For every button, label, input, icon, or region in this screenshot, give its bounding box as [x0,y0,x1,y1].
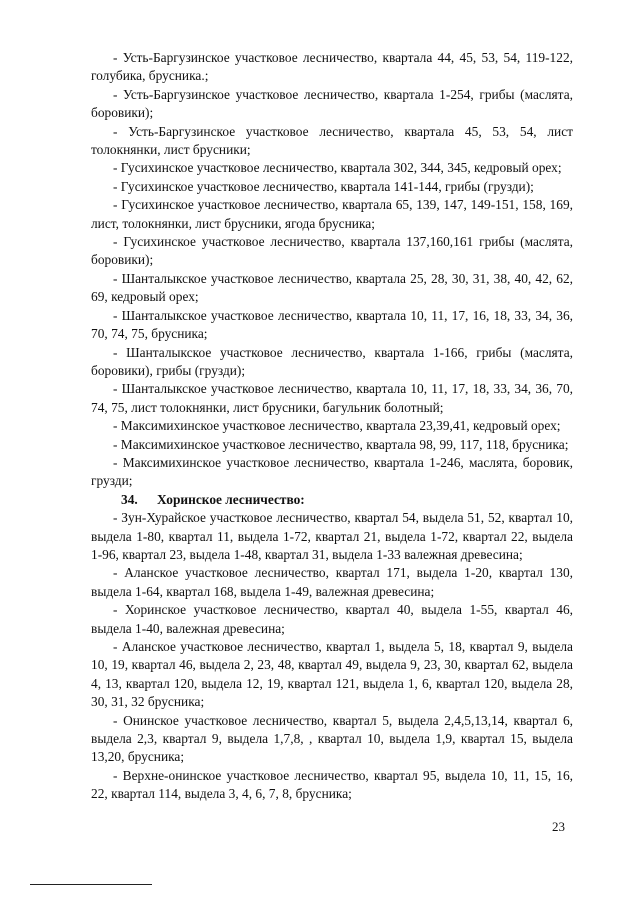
list-item: - Максимихинское участковое лесничество, квартала 1-246, маслята, боровик, грузди; [91,454,573,489]
list-item: - Верхне-онинское участковое лесничество, квартал 95, выдела 10, 11, 15, 16, 22, квартал 114, выдела 3, 4, 6, 7, 8, брусника; [91,767,573,802]
list-item: - Аланское участковое лесничество, квартал 171, выдела 1-20, квартал 130, выдела 1-64, квартал 168, выдела 1-49, валежная древесина; [91,565,573,599]
document-body [91,49,573,804]
list-item: - Шанталыкское участковое лесничество, квартала 1-166, грибы (маслята, боровики), грибы (грузди); [91,344,573,378]
paragraph-list-before [91,49,573,491]
footnote-divider [30,884,152,885]
list-item: - Гусихинское участковое лесничество, квартала 65, 139, 147, 149-151, 158, 169, лист, толокнянки, лист брусники, ягода брусника; [91,197,573,231]
list-item: - Шанталыкское участковое лесничество, квартала 25, 28, 30, 31, 38, 40, 42, 62, 69, кедровый орех; [91,270,573,305]
list-item: - Гусихинское участковое лесничество, квартала 137,160,161 грибы (маслята, боровики); [91,234,573,268]
paragraph-list-after [91,509,573,804]
list-item: - Зун-Хурайское участковое лесничество, квартал 54, выдела 51, 52, квартал 10, выдела 1-80, квартал 11, выдела 1-72, квартал 21, выдела 1-72, квартал 22, выдела 1-96, квартал 23, выдела 1-48, квартал 31, выдела 1-33 валежная древесина; [91,510,573,562]
list-item: - Усть-Баргузинское участковое лесничество, квартала 45, 53, 54, лист толокнянки, лист брусники; [91,123,573,158]
list-item: - Усть-Баргузинское участковое лесничество, квартала 1-254, грибы (маслята, боровики); [91,86,573,121]
list-item: - Шанталыкское участковое лесничество, квартала 10, 11, 17, 18, 33, 34, 36, 70, 74, 75, лист толокнянки, лист брусники, багульник болотный; [91,381,573,415]
list-item: - Максимихинское участковое лесничество, квартала 98, 99, 117, 118, брусника; [113,436,569,452]
section-heading [91,491,573,509]
section-title: Хоринское лесничество: [157,491,305,507]
list-item: - Гусихинское участковое лесничество, квартала 141-144, грибы (грузди); [113,178,534,194]
page-number: 23 [552,819,565,834]
list-item: - Усть-Баргузинское участковое лесничество, квартала 44, 45, 53, 54, 119-122, голубика, брусника.; [91,50,573,84]
section-number: 34. [121,491,138,507]
list-item: - Гусихинское участковое лесничество, квартала 302, 344, 345, кедровый орех; [113,160,562,176]
list-item: - Аланское участковое лесничество, квартал 1, выдела 5, 18, квартал 9, выдела 10, 19, квартал 46, выдела 2, 23, 48, квартал 49, выдела 9, 23, 30, квартал 62, выдела 4, 13, квартал 120, выдела 12, 19, квартал 121, выдела 1, 6, квартал 120, выдела 28, 30, 31, 32 брусника; [91,639,573,710]
list-item: - Онинское участковое лесничество, квартал 5, выдела 2,4,5,13,14, квартал 6, выдела 2,3, квартал 9, выдела 1,7,8, , квартал 10, выдела 1,9, квартал 15, выдела 13,20, брусника; [91,712,573,765]
list-item: - Максимихинское участковое лесничество, квартала 23,39,41, кедровый орех; [113,418,561,434]
list-item: - Хоринское участковое лесничество, квартал 40, выдела 1-55, квартал 46, выдела 1-40, валежная древесина; [91,602,573,636]
list-item: - Шанталыкское участковое лесничество, квартала 10, 11, 17, 16, 18, 33, 34, 36, 70, 74, 75, брусника; [91,307,573,342]
